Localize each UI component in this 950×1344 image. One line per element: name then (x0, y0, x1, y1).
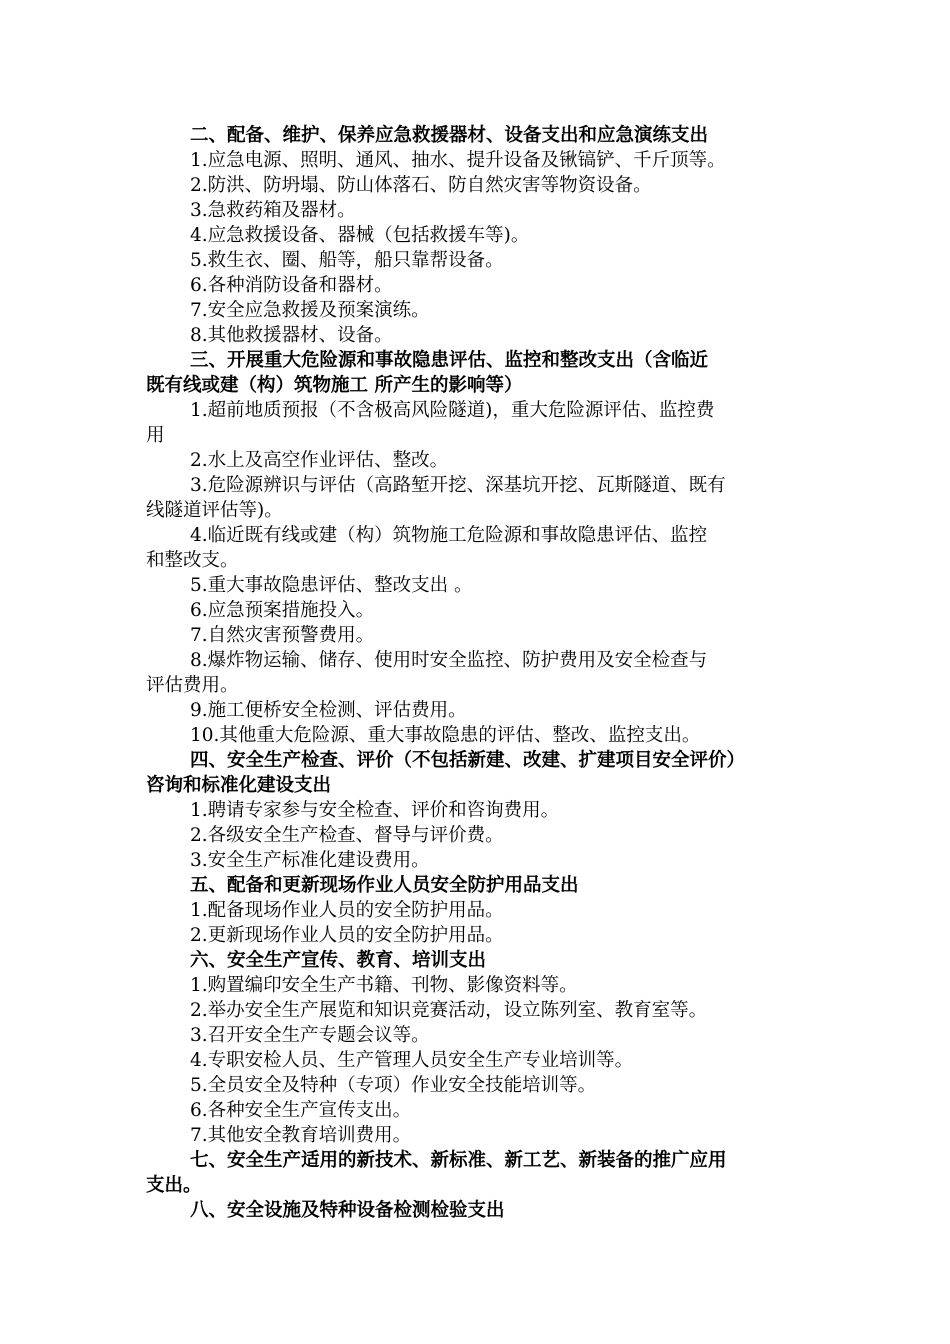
list-item-line: 6.应急预案措施投入。 (190, 600, 375, 621)
list-item-line: 6.各种消防设备和器材。 (190, 275, 393, 296)
section-heading-line: 七、安全生产适用的新技术、新标准、新工艺、新装备的推广应用 (190, 1150, 727, 1171)
list-item-line: 7.其他安全教育培训费用。 (190, 1125, 412, 1146)
section-heading-line: 五、配备和更新现场作业人员安全防护用品支出 (190, 875, 579, 896)
list-item-line: 6.各种安全生产宣传支出。 (190, 1100, 412, 1121)
list-item-line: 评估费用。 (146, 675, 239, 696)
list-item-line: 10.其他重大危险源、重大事故隐患的评估、整改、监控支出。 (190, 725, 701, 746)
list-item-line: 5.救生衣、圈、船等，船只靠帮设备。 (190, 250, 504, 271)
list-item-line: 2.更新现场作业人员的安全防护用品。 (190, 925, 504, 946)
list-item-line: 1.配备现场作业人员的安全防护用品。 (190, 900, 504, 921)
section-heading-line: 四、安全生产检查、评价（不包括新建、改建、扩建项目安全评价） (190, 750, 746, 771)
list-item-line: 3.召开安全生产专题会议等。 (190, 1025, 430, 1046)
list-item-line: 7.自然灾害预警费用。 (190, 625, 375, 646)
section-heading-line: 咨询和标准化建设支出 (146, 775, 332, 796)
document-body (146, 123, 814, 1223)
list-item-line: 和整改支。 (146, 550, 239, 571)
list-item-line: 5.全员安全及特种（专项）作业安全技能培训等。 (190, 1075, 597, 1096)
list-item-line: 2.举办安全生产展览和知识竞赛活动，设立陈列室、教育室等。 (190, 1000, 708, 1021)
list-item-line: 2.防洪、防坍塌、防山体落石、防自然灾害等物资设备。 (190, 175, 652, 196)
section-heading-line: 三、开展重大危险源和事故隐患评估、监控和整改支出（含临近 (190, 350, 709, 371)
section-heading-line: 二、配备、维护、保养应急救援器材、设备支出和应急演练支出 (190, 125, 709, 146)
list-item-line: 7.安全应急救援及预案演练。 (190, 300, 430, 321)
list-item-line: 3.急救药箱及器材。 (190, 200, 356, 221)
list-item-line: 1.应急电源、照明、通风、抽水、提升设备及锹镐铲、千斤顶等。 (190, 150, 726, 171)
section-heading-line: 支出。 (146, 1175, 202, 1196)
list-item-line: 线隧道评估等)。 (146, 500, 283, 521)
section-heading-line: 既有线或建（构）筑物施工 所产生的影响等） (146, 375, 523, 396)
list-item-line: 1.聘请专家参与安全检查、评价和咨询费用。 (190, 800, 560, 821)
list-item-line: 9.施工便桥安全检测、评估费用。 (190, 700, 467, 721)
list-item-line: 8.其他救援器材、设备。 (190, 325, 393, 346)
list-item-line: 1.超前地质预报（不含极高风险隧道)，重大危险源评估、监控费 (190, 400, 715, 421)
list-item-line: 4.应急救援设备、器械（包括救援车等)。 (190, 225, 530, 246)
list-item-line: 用 (146, 425, 165, 446)
list-item-line: 8.爆炸物运输、储存、使用时安全监控、防护费用及安全检查与 (190, 650, 708, 671)
list-item-line: 4.临近既有线或建（构）筑物施工危险源和事故隐患评估、监控 (190, 525, 708, 546)
list-item-line: 2.水上及高空作业评估、整改。 (190, 450, 449, 471)
list-item-line: 3.安全生产标准化建设费用。 (190, 850, 430, 871)
section-heading-line: 六、安全生产宣传、教育、培训支出 (190, 950, 487, 971)
section-heading-line: 八、安全设施及特种设备检测检验支出 (190, 1200, 505, 1221)
list-item-line: 1.购置编印安全生产书籍、刊物、影像资料等。 (190, 975, 578, 996)
list-item-line: 5.重大事故隐患评估、整改支出 。 (190, 575, 473, 596)
list-item-line: 3.危险源辨识与评估（高路堑开挖、深基坑开挖、瓦斯隧道、既有 (190, 475, 726, 496)
list-item-line: 2.各级安全生产检查、督导与评价费。 (190, 825, 504, 846)
list-item-line: 4.专职安检人员、生产管理人员安全生产专业培训等。 (190, 1050, 634, 1071)
